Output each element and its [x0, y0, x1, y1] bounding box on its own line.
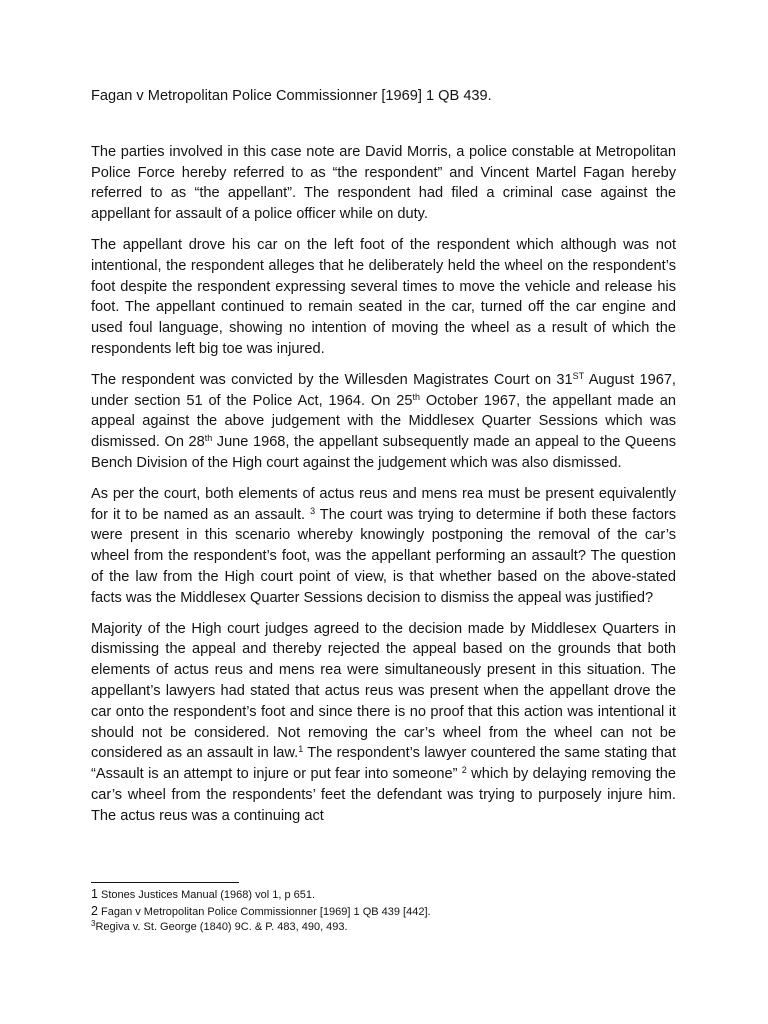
footnote-separator	[91, 882, 239, 883]
paragraph	[91, 619, 676, 827]
footnote-list	[91, 887, 676, 936]
paragraph	[91, 484, 676, 609]
footnote-text: Regiva v. St. George (1840) 9C. & P. 483, 490, 493.	[95, 921, 348, 933]
paragraph-text: Majority of the High court judges agreed to the decision made by Middlesex Quarters in dismissing the appeal and thereby rejected the appeal based on the grounds that both elements of actus reus and mens rea were simultaneously present in this situation. The appellant’s lawyers had stated that actus reus was present when the appellant drove the car onto the respondent’s foot and since there is no proof that this action was intentional it should not be considered. Not removing the car’s wheel from the wheel can not be considered as an assault in law.	[91, 620, 676, 762]
paragraph	[91, 370, 676, 474]
paragraph-text: The court was trying to determine if both these factors were present in this scenario whereby knowingly postponing the removal of the car’s wheel from the respondent’s foot, was the appellant performing an assault? The question of the law from the High court point of view, is that whether based on the above-stated facts was the Middlesex Quarter Sessions decision to dismiss the appeal was justified?	[91, 506, 677, 606]
document-body	[91, 86, 676, 837]
footnote-ref: th	[204, 433, 213, 444]
paragraph-text: The respondent was convicted by the Willesden Magistrates Court on 31	[91, 371, 573, 388]
paragraph-text: The appellant drove his car on the left foot of the respondent which although was not intentional, the respondent alleges that he deliberately held the wheel on the respondent’s foot despite the respondent expressing several times to move the vehicle and release his foot. The appellant continued to remain seated in the car, turned off the car engine and used foul language, showing no intention of moving the wheel as a result of which the respondents left big toe was injured.	[91, 236, 676, 357]
paragraph-text: The parties involved in this case note are David Morris, a police constable at Metropolitan Police Force hereby referred to as “the respondent” and Vincent Martel Fagan hereby referred to as “the appellant”. The respondent had filed a criminal case against the appellant for assault of a police officer while on duty.	[91, 143, 676, 223]
footnote-text: Fagan v Metropolitan Police Commissionner [1969] 1 QB 439 [442].	[97, 905, 431, 918]
paragraph	[91, 235, 676, 360]
footnote-ref: 2	[461, 765, 467, 776]
paragraph-text: which by delaying removing the car’s wheel from the respondents’ feet the defendant was trying to purposely injure him. The actus reus was a continuing act	[91, 766, 676, 824]
footnote-ref: 1	[298, 744, 304, 755]
paragraph-text: June 1968, the appellant subsequently made an appeal to the Queens Bench Division of the High court against the judgement which was also dismissed.	[91, 434, 676, 471]
footnote-ref: 3	[310, 505, 316, 516]
footnote-number: 3	[91, 919, 96, 928]
case-title: Fagan v Metropolitan Police Commissionner [1969] 1 QB 439.	[91, 88, 492, 104]
footnotes	[91, 882, 676, 936]
footnote-number: 2	[91, 903, 98, 918]
paragraph-text: As per the court, both elements of actus reus and mens rea must be present equivalently for it to be named as an assault.	[91, 485, 676, 523]
footnote-ref: th	[412, 391, 421, 402]
paragraph-list	[91, 142, 676, 827]
paragraph	[91, 142, 676, 225]
footnote	[91, 904, 676, 921]
footnote-ref: ST	[572, 370, 585, 381]
footnote	[91, 887, 676, 904]
paragraph-text: October 1967, the appellant made an appeal against the above judgement with the Middlesex Quarter Sessions which was dismissed. On 28	[91, 392, 676, 451]
footnote	[91, 920, 676, 936]
footnote-number: 1	[91, 887, 98, 901]
paragraph-text: The respondent’s lawyer countered the same stating that “Assault is an attempt to injure or put fear into someone”	[91, 745, 677, 783]
paragraph-text: August 1967, under section 51 of the Police Act, 1964. On 25	[91, 371, 676, 409]
footnote-text: Stones Justices Manual (1968) vol 1, p 651.	[97, 889, 316, 901]
